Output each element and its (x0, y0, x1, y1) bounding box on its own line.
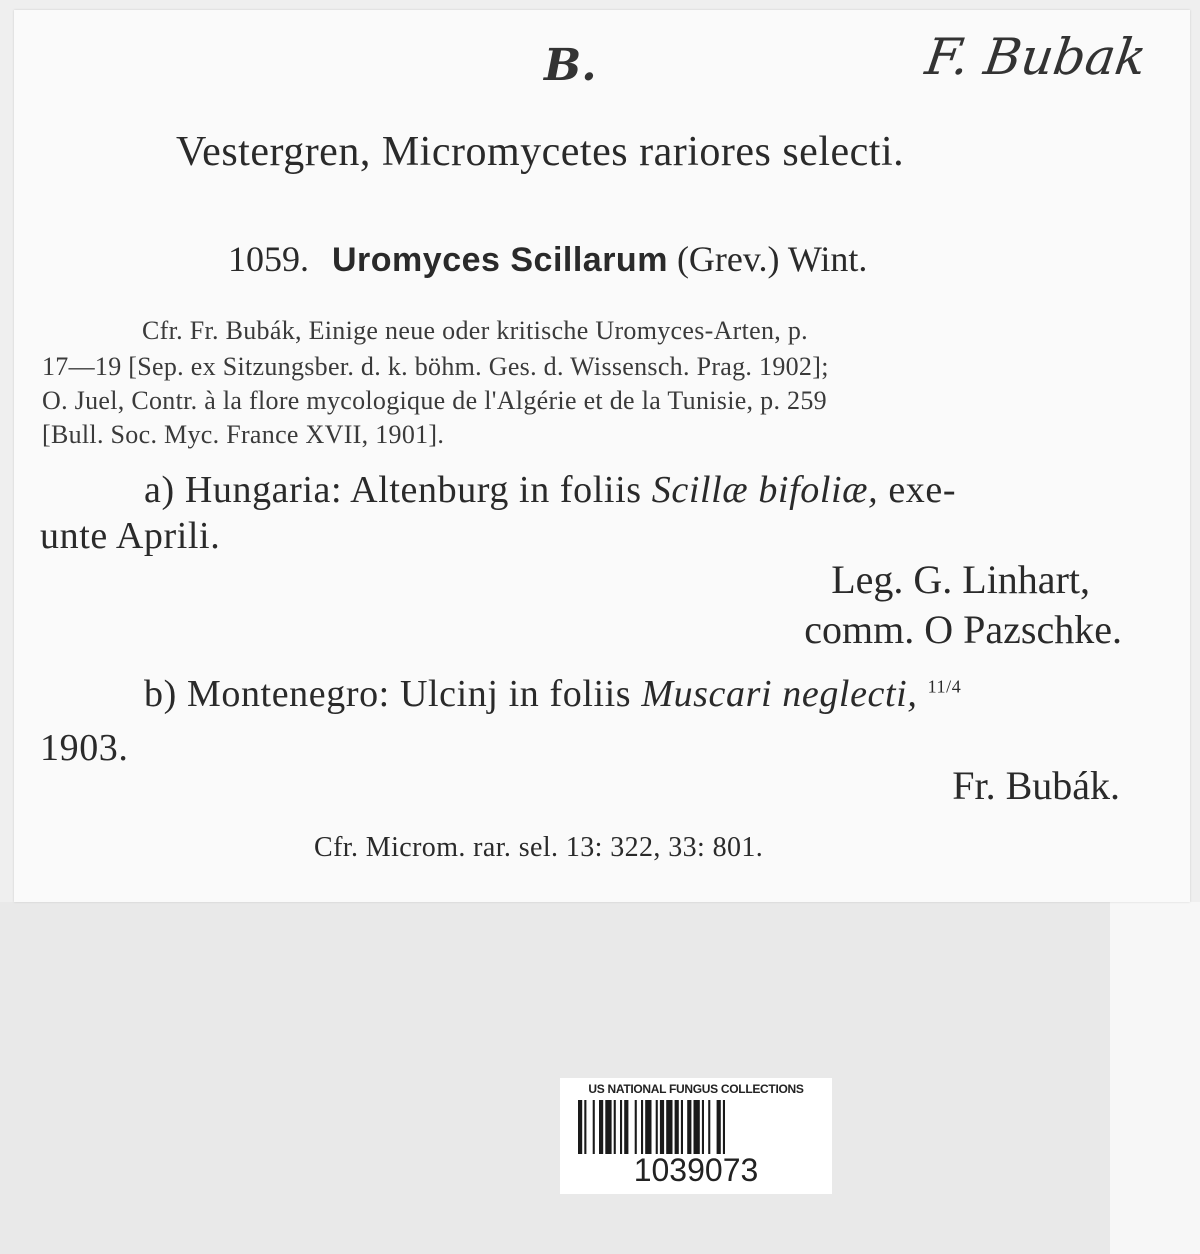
citation-line: O. Juel, Contr. à la flore mycologique de l'Algérie et de la Tunisie, p. 259 (42, 386, 827, 415)
barcode-bar (687, 1100, 691, 1154)
specimen-label (14, 10, 1190, 902)
series-title: Vestergren, Micromycetes rariores selecti. (176, 129, 905, 175)
barcode-bar (645, 1100, 651, 1154)
host-b: Muscari neglecti, (641, 673, 918, 715)
barcode-bar (717, 1100, 721, 1154)
barcode-bar (635, 1100, 637, 1154)
specimen-area (0, 902, 1110, 1254)
locality-b-year: 1903. (40, 727, 129, 769)
barcode-bar (614, 1100, 616, 1154)
host-a: Scillæ bifoliæ, (651, 469, 879, 511)
species-name: Uromyces Scillarum (332, 241, 668, 279)
sheet-margin (1110, 902, 1200, 1254)
locality-a-text: a) Hungaria: Altenburg in foliis (144, 469, 642, 511)
barcode-bar (641, 1100, 643, 1154)
locality-a-suffix: exe- (888, 469, 957, 511)
barcode-bar (702, 1100, 704, 1154)
barcode-bar (584, 1100, 586, 1154)
barcode-bar (605, 1100, 611, 1154)
barcode-bar (723, 1100, 725, 1154)
locality-a-line (144, 468, 956, 512)
exsiccata-number: 1059. (228, 239, 309, 279)
handwritten-mark: B. (544, 40, 597, 91)
barcode-label (560, 1078, 832, 1194)
barcode-number: 1039073 (633, 1152, 759, 1188)
locality-b-day: 11/4 (927, 676, 962, 697)
barcode-bar (593, 1100, 595, 1154)
barcode-bars (578, 1100, 814, 1154)
taxon-line (228, 238, 867, 280)
barcode-bar (624, 1100, 628, 1154)
citation-line: Cfr. Fr. Bubák, Einige neue oder kritische Uromyces-Arten, p. (142, 316, 808, 345)
barcode-bar (620, 1100, 622, 1154)
locality-b-text: b) Montenegro: Ulcinj in foliis (144, 673, 632, 715)
barcode-bar (656, 1100, 658, 1154)
collector-b: Fr. Bubák. (952, 763, 1120, 808)
locality-b-line (144, 672, 961, 716)
barcode-bar (694, 1100, 700, 1154)
collector-leg: Leg. G. Linhart, (831, 557, 1090, 602)
barcode-bar (578, 1100, 582, 1154)
barcode-bar (666, 1100, 672, 1154)
barcode-institution: US NATIONAL FUNGUS COLLECTIONS (588, 1082, 804, 1096)
citation-line: 17—19 [Sep. ex Sitzungsber. d. k. böhm. Ges. d. Wissensch. Prag. 1902]; (42, 352, 829, 381)
cross-reference: Cfr. Microm. rar. sel. 13: 322, 33: 801. (314, 832, 764, 863)
handwritten-collector-name: F. Bubak (921, 28, 1150, 86)
communicator: comm. O Pazschke. (804, 607, 1122, 652)
barcode-bar (599, 1100, 603, 1154)
barcode-bar (708, 1100, 710, 1154)
barcode-bar (675, 1100, 679, 1154)
barcode-bar (660, 1100, 664, 1154)
citation-line: [Bull. Soc. Myc. France XVII, 1901]. (42, 420, 445, 449)
species-authority: (Grev.) Wint. (676, 239, 868, 279)
locality-a-date: unte Aprili. (40, 515, 221, 557)
barcode-bar (681, 1100, 683, 1154)
